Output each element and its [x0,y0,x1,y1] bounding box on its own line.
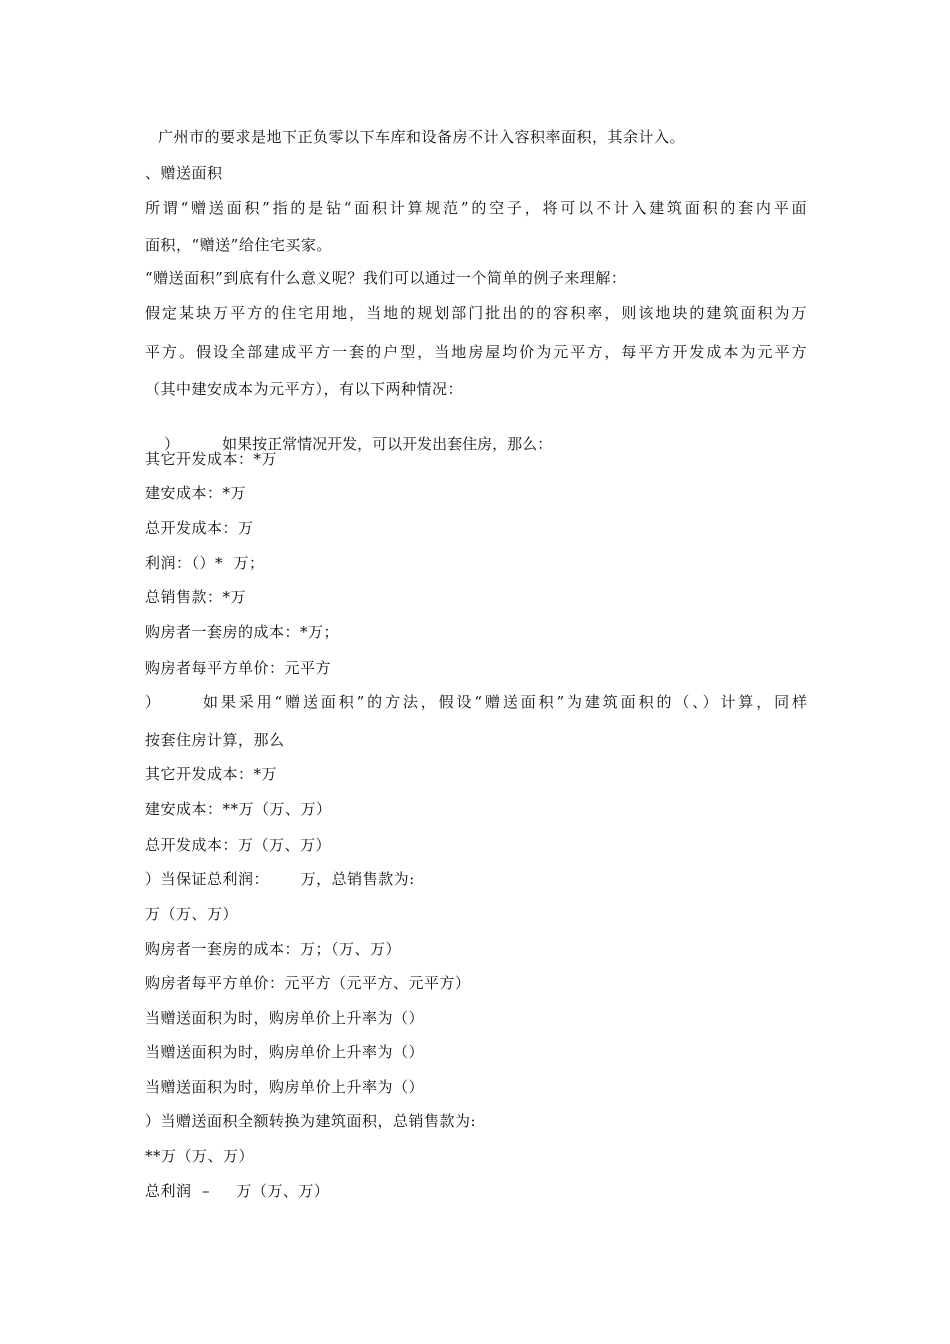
text-line: 万（万、万） [145,905,239,923]
text-line: 购房者一套房的成本：*万； [145,623,340,641]
text-line: 购房者每平方单价：元平方 [145,659,332,677]
text-line: ）当赠送面积全额转换为建筑面积，总销售款为: [145,1112,477,1130]
paragraph-guangzhou-requirement: 广州市的要求是地下正负零以下车库和设备房不计入容积率面积，其余计入。 [158,128,686,146]
list-item-case-2 [145,692,807,712]
text-line: 建安成本：*万 [145,484,247,502]
text-line: 当赠送面积为时，购房单价上升率为（） [145,1043,425,1061]
paragraph-question: “赠送面积”到底有什么意义呢？我们可以通过一个简单的例子来理解： [145,269,627,287]
text-line: 当赠送面积为时，购房单价上升率为（） [145,1078,425,1096]
list-marker: ） [164,435,180,453]
text-line: 利润：（）* 万； [145,554,265,572]
text-line: 总销售款：*万 [145,588,247,606]
text-line: 总利润 – 万（万、万） [145,1182,330,1200]
text-line: 建安成本：**万（万、万） [145,800,332,818]
text-line: 总开发成本：万 [145,519,254,537]
text-line: 其它开发成本：*万 [145,450,278,468]
list-item-text: 如果按正常情况开发，可以开发出套住房，那么： [222,435,553,453]
text-line: 当赠送面积为时，购房单价上升率为（） [145,1009,425,1027]
list-item-text: 如果采用“赠送面积”的方法，假设“赠送面积”为建筑面积的（、）计算，同样 [203,693,807,711]
text-line: **万（万、万） [145,1147,255,1165]
text-line: 总开发成本：万（万、万） [145,836,332,854]
paragraph-definition-line-2: 面积，“赠送”给住宅买家。 [145,236,332,254]
section-heading-gifted-area: 、赠送面积 [145,164,223,182]
paragraph-example-line-1: 假定某块万平方的住宅用地，当地的规划部门批出的的容积率，则该地块的建筑面积为万 [145,304,807,322]
list-marker: ） [145,693,161,711]
paragraph-example-line-2: 平方。假设全部建成平方一套的户型，当地房屋均价为元平方，每平方开发成本为元平方 [145,343,807,361]
text-line: 其它开发成本：*万 [145,765,278,783]
paragraph-definition-line-1: 所谓“赠送面积”指的是钻“面积计算规范”的空子，将可以不计入建筑面积的套内平面 [145,199,807,217]
text-line: 购房者每平方单价：元平方（元平方、元平方） [145,974,471,992]
text-line: 按套住房计算，那么 [145,731,285,749]
text-line: ）当保证总利润： 万，总销售款为: [145,870,415,888]
paragraph-example-line-3: （其中建安成本为元平方），有以下两种情况： [145,380,464,398]
text-line: 购房者一套房的成本：万；（万、万） [145,940,402,958]
